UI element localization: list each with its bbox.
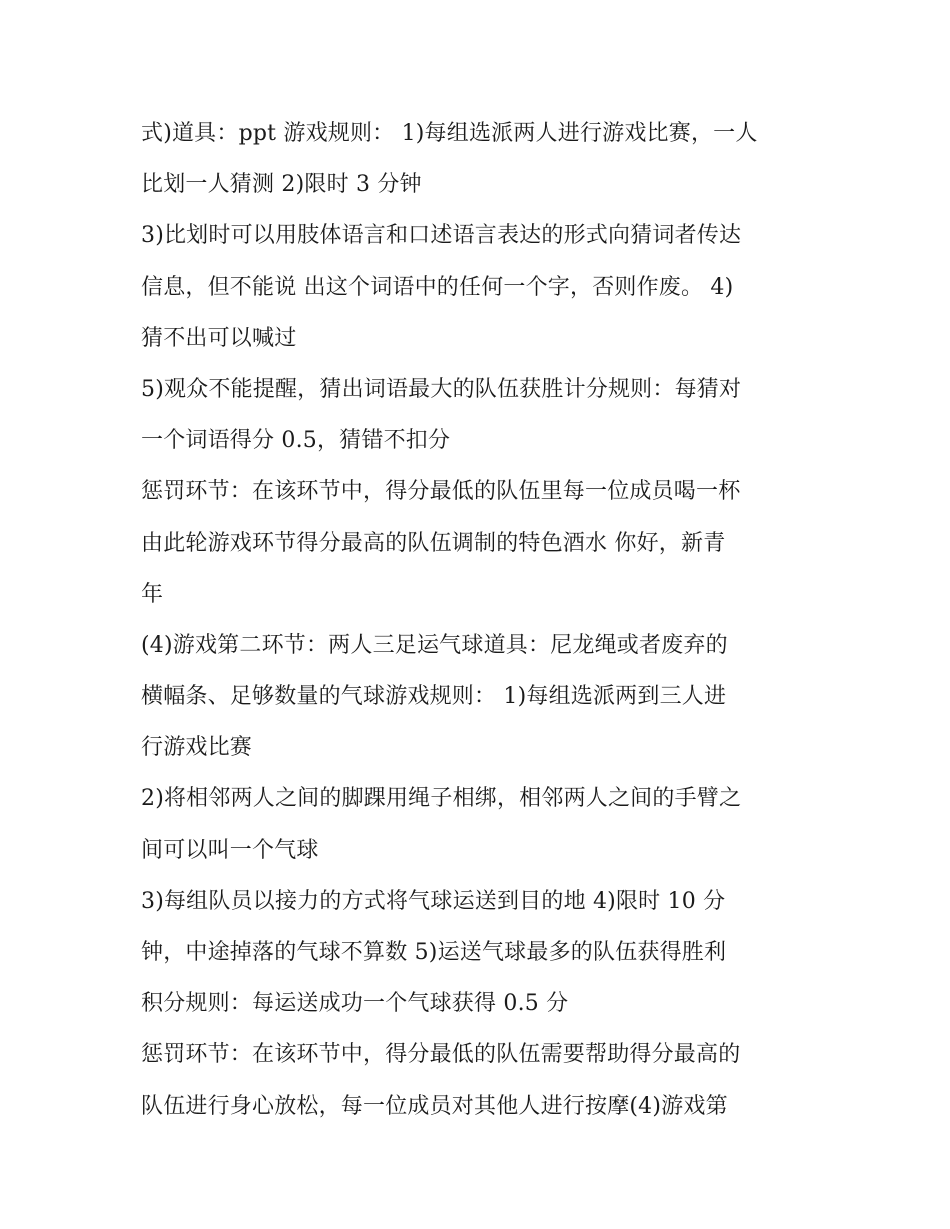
text-line: 2)将相邻两人之间的脚踝用绳子相绑，相邻两人之间的手臂之: [141, 786, 742, 812]
text-line: 信息，但不能说 出这个词语中的任何一个字，否则作废。 4): [141, 274, 734, 300]
text-line: 3)比划时可以用肢体语言和口述语言表达的形式向猜词者传达: [141, 223, 742, 249]
text-line: 惩罚环节：在该环节中，得分最低的队伍里每一位成员喝一杯: [141, 479, 741, 505]
text-line: 间可以叫一个气球: [141, 837, 319, 863]
text-line: 由此轮游戏环节得分最高的队伍调制的特色酒水 你好，新青: [141, 530, 726, 556]
text-line: 队伍进行身心放松，每一位成员对其他人进行按摩(4)游戏第: [141, 1093, 728, 1119]
text-line: 年: [141, 581, 164, 607]
text-line: 式)道具：ppt 游戏规则： 1)每组选派两人进行游戏比赛，一人: [141, 121, 758, 146]
text-line: 横幅条、足够数量的气球游戏规则： 1)每组选派两到三人进: [141, 684, 727, 710]
text-line: (4)游戏第二环节：两人三足运气球道具：尼龙绳或者废弃的: [141, 632, 728, 658]
text-line: 一个词语得分 0.5，猜错不扣分: [141, 428, 451, 454]
text-line: 比划一人猜测 2)限时 3 分钟: [141, 172, 422, 198]
text-line: 惩罚环节：在该环节中，得分最低的队伍需要帮助得分最高的: [141, 1042, 741, 1068]
text-line: 行游戏比赛: [141, 735, 253, 761]
text-line: 积分规则：每运送成功一个气球获得 0.5 分: [141, 991, 569, 1017]
text-line: 猜不出可以喊过: [141, 325, 297, 351]
document-body: [141, 108, 821, 1132]
text-line: 3)每组队员以接力的方式将气球运送到目的地 4)限时 10 分: [141, 888, 726, 914]
text-line: 5)观众不能提醒，猜出词语最大的队伍获胜计分规则：每猜对: [141, 376, 742, 402]
text-line: 钟，中途掉落的气球不算数 5)运送气球最多的队伍获得胜利: [141, 940, 727, 965]
